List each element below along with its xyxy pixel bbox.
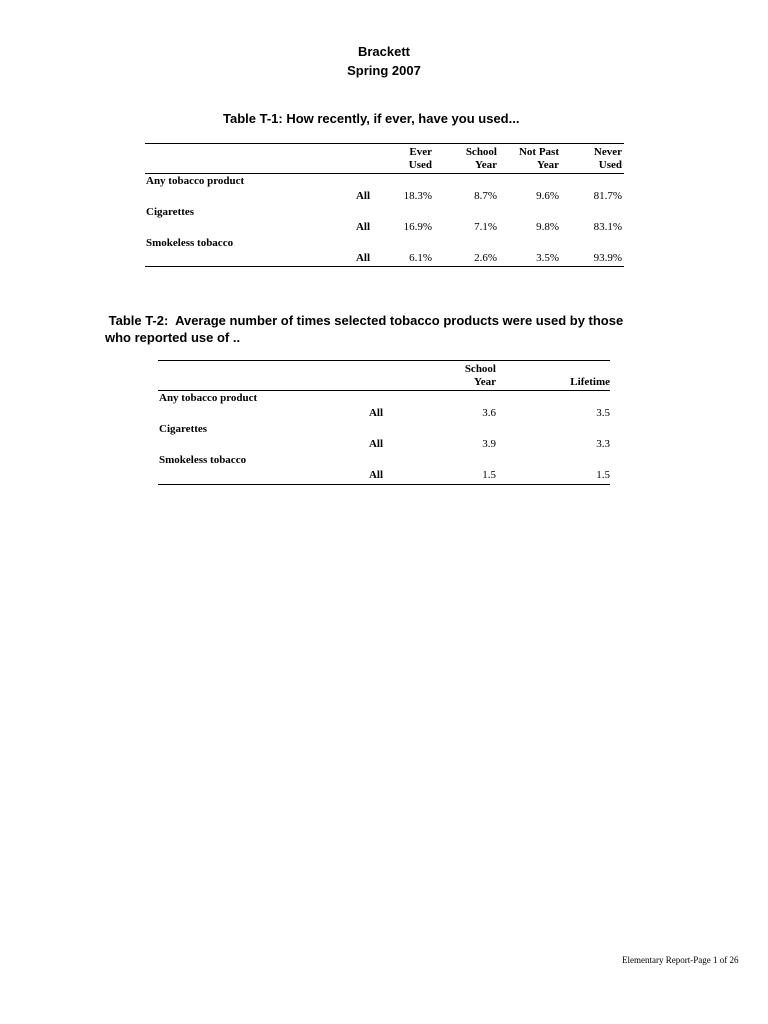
- table2-title-line2: who reported use of ..: [105, 330, 241, 345]
- table1-col-school-year: School Year: [465, 146, 497, 171]
- table1-cell: 8.7%: [474, 190, 497, 202]
- table2-row-group: All: [368, 469, 383, 481]
- report-term: Spring 2007: [347, 63, 421, 78]
- table1-cell: 7.1%: [474, 221, 497, 233]
- table1-cell: 2.6%: [474, 252, 497, 264]
- table1-top-rule: [145, 143, 624, 144]
- table2-row-label: Any tobacco product: [159, 392, 258, 404]
- table1-row-label: Cigarettes: [146, 206, 195, 218]
- table2-cell: 3.5: [596, 407, 610, 419]
- table2-row-label: Cigarettes: [159, 423, 208, 435]
- table2-col-lifetime: Lifetime: [570, 376, 610, 388]
- table1-cell: 16.9%: [403, 221, 432, 233]
- table2-row-label: Smokeless tobacco: [159, 454, 247, 466]
- table2-title-line1: Table T-2: Average number of times selected tobacco products were used by those: [105, 313, 624, 328]
- table1-cell: 3.5%: [536, 252, 559, 264]
- table1-row-group: All: [355, 252, 370, 264]
- table2-cell: 1.5: [482, 469, 496, 481]
- table2-header-rule: [158, 390, 610, 391]
- table1-cell: 81.7%: [593, 190, 622, 202]
- table1-cell: 9.6%: [536, 190, 559, 202]
- page-footer: Elementary Report-Page 1 of 26: [622, 955, 739, 965]
- table1-col-ever-used: Ever Used: [408, 146, 432, 171]
- table1-row-label: Smokeless tobacco: [146, 237, 234, 249]
- table2-cell: 3.3: [596, 438, 610, 450]
- table2-col-school-year: School Year: [464, 363, 496, 388]
- table1-cell: 83.1%: [593, 221, 622, 233]
- table1-col-not-past-year: Not Past Year: [518, 146, 559, 171]
- table1-header-rule: [145, 173, 624, 174]
- table1-cell: 6.1%: [409, 252, 432, 264]
- table2-cell: 3.9: [482, 438, 496, 450]
- table1-row-label: Any tobacco product: [146, 175, 245, 187]
- table1-row-group: All: [355, 190, 370, 202]
- table2-bottom-rule: [158, 484, 610, 485]
- table2-row-group: All: [368, 438, 383, 450]
- table2-row-group: All: [368, 407, 383, 419]
- table1-cell: 18.3%: [403, 190, 432, 202]
- table1-cell: 93.9%: [593, 252, 622, 264]
- table2-top-rule: [158, 360, 610, 361]
- school-name: Brackett: [357, 44, 411, 59]
- table2-cell: 1.5: [596, 469, 610, 481]
- table1-col-never-used: Never Used: [593, 146, 622, 171]
- table1-row-group: All: [355, 221, 370, 233]
- table1-cell: 9.8%: [536, 221, 559, 233]
- table1-title: Table T-1: How recently, if ever, have you used...: [223, 111, 520, 126]
- table1-bottom-rule: [145, 266, 624, 267]
- table2-cell: 3.6: [482, 407, 496, 419]
